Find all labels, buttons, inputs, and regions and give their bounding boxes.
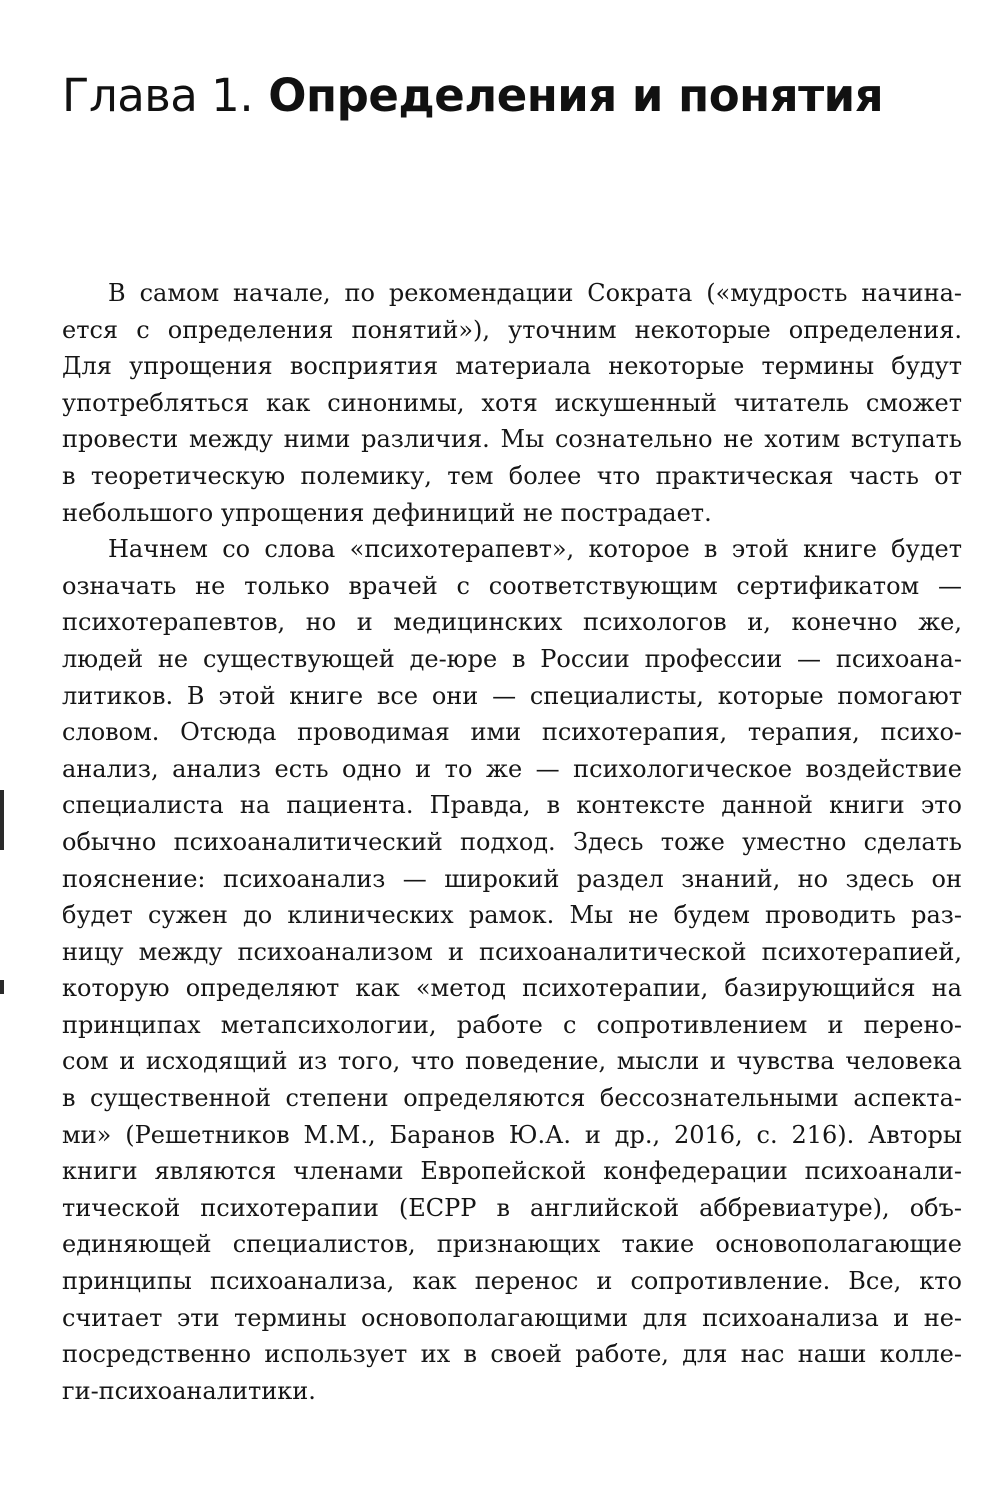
scan-edge-mark: [0, 980, 4, 994]
text-line: специалиста на пациента. Правда, в контексте данной книги это: [62, 791, 962, 820]
text-line: будет сужен до клинических рамок. Мы не будем проводить раз-: [62, 901, 962, 930]
text-line: употребляться как синонимы, хотя искушенный читатель сможет: [62, 388, 962, 417]
chapter-title: [62, 64, 883, 128]
text-line: тической психотерапии (ECPP в английской аббревиатуре), объ-: [62, 1193, 962, 1222]
text-line: небольшого упрощения дефиниций не пострадает.: [62, 498, 712, 527]
text-line: посредственно использует их в своей работе, для нас наши колле-: [62, 1340, 962, 1369]
text-line: литиков. В этой книге все они — специалисты, которые помогают: [62, 681, 962, 710]
text-line: означать не только врачей с соответствующим сертификатом —: [62, 571, 962, 600]
text-line: словом. Отсюда проводимая ими психотерапия, терапия, психо-: [62, 718, 962, 747]
text-line: книги являются членами Европейской конфедерации психоанали-: [62, 1157, 962, 1186]
text-line: ницу между психоанализом и психоаналитической психотерапией,: [62, 937, 962, 966]
text-line: пояснение: психоанализ — широкий раздел знаний, но здесь он: [62, 864, 962, 893]
text-line: ется с определения понятий»), уточним некоторые определения.: [62, 315, 962, 344]
text-line: Для упрощения восприятия материала некоторые термины будут: [62, 352, 962, 381]
text-line: анализ, анализ есть одно и то же — психологическое воздействие: [62, 754, 962, 783]
text-line: психотерапевтов, но и медицинских психологов и, конечно же,: [62, 608, 962, 637]
body-text: [62, 275, 962, 1409]
text-line: в существенной степени определяются бессознательными аспекта-: [62, 1084, 962, 1113]
text-line: сом и исходящий из того, что поведение, мысли и чувства человека: [62, 1047, 962, 1076]
paragraph-2: [62, 531, 962, 1409]
scan-edge-mark: [0, 790, 4, 850]
text-line: обычно психоаналитический подход. Здесь тоже уместно сделать: [62, 827, 962, 856]
text-line: принципы психоанализа, как перенос и сопротивление. Все, кто: [62, 1267, 962, 1296]
text-line: ми» (Решетников М.М., Баранов Ю.А. и др., 2016, с. 216). Авторы: [62, 1120, 962, 1149]
text-line: считает эти термины основополагающими для психоанализа и не-: [62, 1303, 962, 1332]
text-line: провести между ними различия. Мы сознательно не хотим вступать: [62, 425, 962, 454]
text-line: которую определяют как «метод психотерапии, базирующийся на: [62, 974, 962, 1003]
chapter-name: Определения и понятия: [268, 69, 884, 122]
text-line: Начнем со слова «психотерапевт», которое в этой книге будет: [108, 535, 962, 564]
text-line: единяющей специалистов, признающих такие основополагающие: [62, 1230, 962, 1259]
text-line: людей не существующей де-юре в России профессии — психоана-: [62, 644, 962, 673]
text-line: принципах метапсихологии, работе с сопротивлением и перено-: [62, 1010, 962, 1039]
chapter-label: Глава 1.: [62, 69, 254, 122]
text-line: В самом начале, по рекомендации Сократа («мудрость начина-: [108, 279, 962, 307]
text-line: ги-психоаналитики.: [62, 1376, 316, 1405]
paragraph-1: [62, 275, 962, 531]
text-line: в теоретическую полемику, тем более что практическая часть от: [62, 461, 962, 490]
